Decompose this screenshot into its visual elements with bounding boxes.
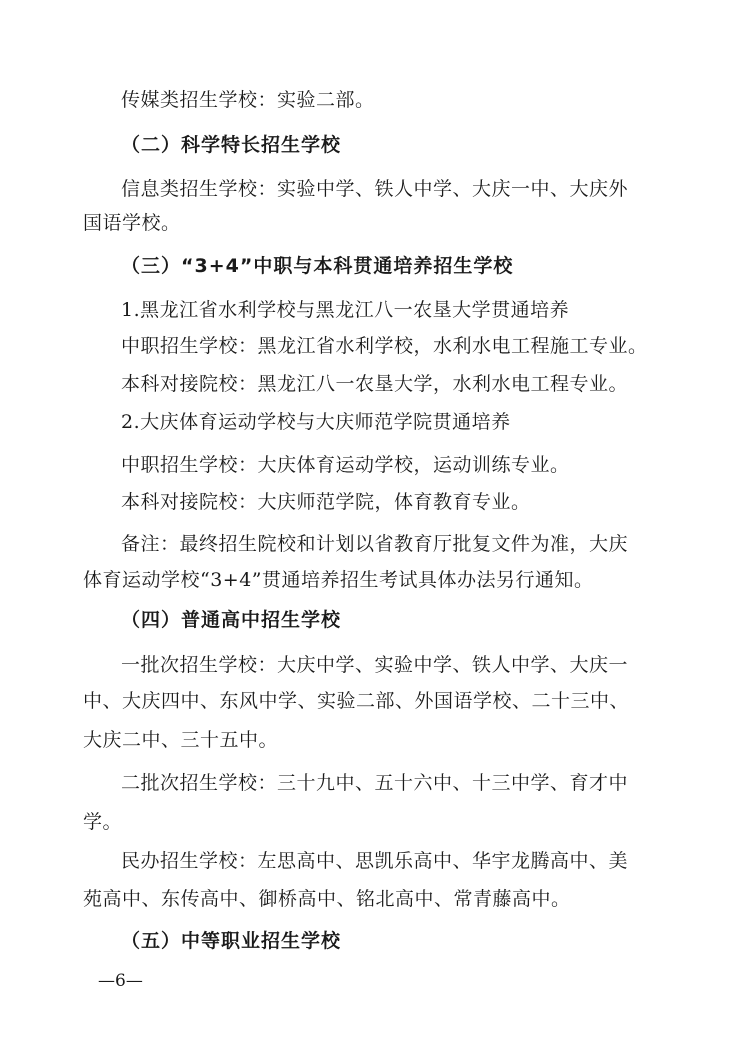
first-batch-text-cont-2: 大庆二中、三十五中。 bbox=[83, 729, 279, 751]
first-batch-text-cont-1: 中、大庆四中、东风中学、实验二部、外国语学校、二十三中、 bbox=[83, 690, 630, 712]
section-2-heading: （二）科学特长招生学校 bbox=[121, 134, 342, 156]
section-5-heading: （五）中等职业招生学校 bbox=[121, 930, 342, 952]
program-2-university: 本科对接院校：大庆师范学院，体育教育专业。 bbox=[121, 491, 531, 513]
program-1-title: 1.黑龙江省水利学校与黑龙江八一农垦大学贯通培养 bbox=[121, 299, 570, 321]
info-schools-text: 信息类招生学校：实验中学、铁人中学、大庆一中、大庆外 bbox=[121, 178, 629, 200]
program-1-university: 本科对接院校：黑龙江八一农垦大学，水利水电工程专业。 bbox=[121, 373, 629, 395]
private-schools-text-cont: 苑高中、东传高中、御桥高中、铭北高中、常青藤高中。 bbox=[83, 888, 571, 910]
second-batch-text: 二批次招生学校：三十九中、五十六中、十三中学、育才中 bbox=[121, 772, 629, 794]
remark-text: 备注：最终招生院校和计划以省教育厅批复文件为准，大庆 bbox=[121, 533, 629, 555]
remark-text-cont: 体育运动学校“3+4”贯通培养招生考试具体办法另行通知。 bbox=[83, 569, 594, 591]
program-1-secondary-school: 中职招生学校：黑龙江省水利学校，水利水电工程施工专业。 bbox=[121, 335, 648, 357]
private-schools-text: 民办招生学校：左思高中、思凯乐高中、华宇龙腾高中、美 bbox=[121, 850, 629, 872]
program-2-title: 2.大庆体育运动学校与大庆师范学院贯通培养 bbox=[121, 411, 511, 433]
page-number: —6— bbox=[98, 971, 143, 991]
section-4-heading: （四）普通高中招生学校 bbox=[121, 609, 342, 631]
program-2-secondary-school: 中职招生学校：大庆体育运动学校，运动训练专业。 bbox=[121, 454, 570, 476]
second-batch-text-cont: 学。 bbox=[83, 811, 123, 833]
first-batch-text: 一批次招生学校：大庆中学、实验中学、铁人中学、大庆一 bbox=[121, 654, 629, 676]
info-schools-text-cont: 国语学校。 bbox=[83, 212, 181, 234]
media-schools-text: 传媒类招生学校：实验二部。 bbox=[121, 89, 375, 111]
section-3-heading: （三）“3+4”中职与本科贯通培养招生学校 bbox=[121, 255, 514, 277]
